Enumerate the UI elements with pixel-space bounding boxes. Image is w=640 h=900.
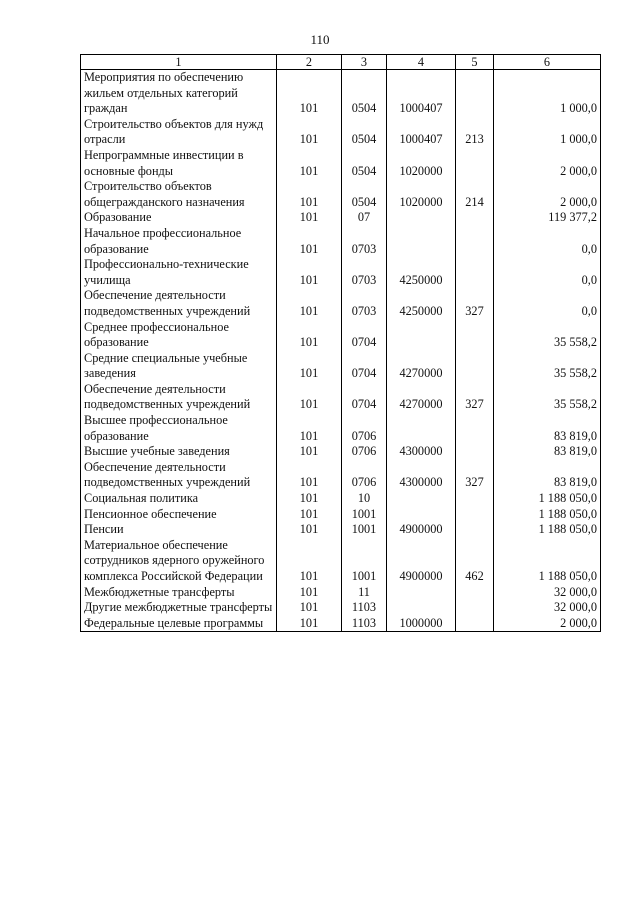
column-header: 5	[456, 55, 494, 70]
row-code-3-cell: 10	[342, 491, 387, 507]
row-name-cell: Межбюджетные трансферты	[81, 585, 277, 601]
row-name-cell: Пенсионное обеспечение	[81, 507, 277, 523]
row-name-cell: Средние специальные учебные заведения	[81, 351, 277, 382]
column-header: 6	[494, 55, 601, 70]
row-code-3-cell: 1001	[342, 507, 387, 523]
row-name-cell: Строительство объектов общегражданского назначения	[81, 179, 277, 210]
row-code-3-cell: 0706	[342, 460, 387, 491]
row-code-5-cell: 327	[456, 460, 494, 491]
row-code-5-cell	[456, 70, 494, 117]
row-code-2-cell: 101	[277, 616, 342, 632]
row-name-cell: Высшее профессиональное образование	[81, 413, 277, 444]
row-code-3-cell: 0704	[342, 351, 387, 382]
row-code-4-cell: 4250000	[387, 288, 456, 319]
row-code-2-cell: 101	[277, 70, 342, 117]
row-code-3-cell: 0704	[342, 320, 387, 351]
row-amount-cell: 35 558,2	[494, 382, 601, 413]
row-code-2-cell: 101	[277, 600, 342, 616]
row-code-4-cell: 1000000	[387, 616, 456, 632]
row-amount-cell: 32 000,0	[494, 585, 601, 601]
column-header: 1	[81, 55, 277, 70]
row-code-5-cell	[456, 351, 494, 382]
column-header: 4	[387, 55, 456, 70]
table-row	[81, 522, 601, 538]
row-code-2-cell: 101	[277, 538, 342, 585]
row-code-4-cell: 1000407	[387, 117, 456, 148]
row-name-cell: Мероприятия по обеспечению жильем отдельных категорий граждан	[81, 70, 277, 117]
row-code-2-cell: 101	[277, 382, 342, 413]
row-code-4-cell: 4300000	[387, 444, 456, 460]
row-code-4-cell: 1020000	[387, 148, 456, 179]
row-amount-cell: 1 188 050,0	[494, 507, 601, 523]
row-name-cell: Пенсии	[81, 522, 277, 538]
row-amount-cell: 2 000,0	[494, 148, 601, 179]
row-amount-cell: 1 188 050,0	[494, 522, 601, 538]
row-code-4-cell	[387, 491, 456, 507]
row-code-3-cell: 1001	[342, 522, 387, 538]
row-code-2-cell: 101	[277, 413, 342, 444]
row-name-cell: Материальное обеспечение сотрудников ядерного оружейного комплекса Российской Федерации	[81, 538, 277, 585]
row-code-5-cell	[456, 320, 494, 351]
row-name-cell: Высшие учебные заведения	[81, 444, 277, 460]
table-row	[81, 600, 601, 616]
row-code-3-cell: 0704	[342, 382, 387, 413]
row-name-cell: Обеспечение деятельности подведомственных учреждений	[81, 460, 277, 491]
row-code-2-cell: 101	[277, 148, 342, 179]
row-code-3-cell: 0706	[342, 444, 387, 460]
row-code-2-cell: 101	[277, 522, 342, 538]
row-code-4-cell: 4270000	[387, 351, 456, 382]
row-code-5-cell	[456, 600, 494, 616]
row-amount-cell: 1 188 050,0	[494, 491, 601, 507]
row-code-3-cell: 1103	[342, 600, 387, 616]
table-row	[81, 288, 601, 319]
row-code-4-cell	[387, 320, 456, 351]
row-code-5-cell: 214	[456, 179, 494, 210]
table-row	[81, 444, 601, 460]
row-code-3-cell: 0703	[342, 226, 387, 257]
row-code-3-cell: 1001	[342, 538, 387, 585]
table-row	[81, 210, 601, 226]
row-code-5-cell: 327	[456, 382, 494, 413]
row-amount-cell: 35 558,2	[494, 351, 601, 382]
row-code-2-cell: 101	[277, 460, 342, 491]
row-code-5-cell	[456, 148, 494, 179]
row-code-4-cell: 4900000	[387, 538, 456, 585]
row-code-2-cell: 101	[277, 288, 342, 319]
row-code-2-cell: 101	[277, 320, 342, 351]
column-header: 3	[342, 55, 387, 70]
row-name-cell: Среднее профессиональное образование	[81, 320, 277, 351]
row-code-5-cell	[456, 507, 494, 523]
row-code-4-cell	[387, 210, 456, 226]
row-code-4-cell: 4250000	[387, 257, 456, 288]
row-code-2-cell: 101	[277, 179, 342, 210]
row-code-4-cell	[387, 226, 456, 257]
table-row	[81, 382, 601, 413]
row-amount-cell: 35 558,2	[494, 320, 601, 351]
row-code-4-cell: 4270000	[387, 382, 456, 413]
row-amount-cell: 2 000,0	[494, 179, 601, 210]
row-code-5-cell: 462	[456, 538, 494, 585]
row-code-4-cell	[387, 585, 456, 601]
row-code-2-cell: 101	[277, 210, 342, 226]
row-code-5-cell	[456, 585, 494, 601]
row-name-cell: Обеспечение деятельности подведомственных учреждений	[81, 288, 277, 319]
row-amount-cell: 32 000,0	[494, 600, 601, 616]
row-code-4-cell: 1020000	[387, 179, 456, 210]
row-code-3-cell: 0703	[342, 257, 387, 288]
header-row	[81, 55, 601, 70]
table-row	[81, 585, 601, 601]
page-number: 110	[310, 32, 330, 47]
row-code-5-cell	[456, 522, 494, 538]
row-name-cell: Непрограммные инвестиции в основные фонды	[81, 148, 277, 179]
row-code-2-cell: 101	[277, 351, 342, 382]
row-code-4-cell	[387, 507, 456, 523]
row-amount-cell: 2 000,0	[494, 616, 601, 632]
row-code-2-cell: 101	[277, 117, 342, 148]
row-code-3-cell: 0504	[342, 148, 387, 179]
row-code-3-cell: 0504	[342, 117, 387, 148]
row-name-cell: Образование	[81, 210, 277, 226]
row-code-5-cell	[456, 210, 494, 226]
row-code-3-cell: 11	[342, 585, 387, 601]
row-code-5-cell: 327	[456, 288, 494, 319]
row-code-2-cell: 101	[277, 226, 342, 257]
row-code-5-cell	[456, 257, 494, 288]
row-code-5-cell	[456, 616, 494, 632]
row-name-cell: Федеральные целевые программы	[81, 616, 277, 632]
row-name-cell: Строительство объектов для нужд отрасли	[81, 117, 277, 148]
row-amount-cell: 1 188 050,0	[494, 538, 601, 585]
table-row	[81, 320, 601, 351]
table-row	[81, 507, 601, 523]
table-row	[81, 117, 601, 148]
row-amount-cell: 0,0	[494, 288, 601, 319]
table-row	[81, 226, 601, 257]
row-code-4-cell: 1000407	[387, 70, 456, 117]
row-code-3-cell: 0706	[342, 413, 387, 444]
row-name-cell: Другие межбюджетные трансферты	[81, 600, 277, 616]
row-code-2-cell: 101	[277, 585, 342, 601]
row-name-cell: Начальное профессиональное образование	[81, 226, 277, 257]
row-code-2-cell: 101	[277, 257, 342, 288]
row-code-3-cell: 1103	[342, 616, 387, 632]
row-code-5-cell	[456, 491, 494, 507]
table-row	[81, 179, 601, 210]
table-row	[81, 257, 601, 288]
row-amount-cell: 1 000,0	[494, 70, 601, 117]
row-name-cell: Профессионально-технические училища	[81, 257, 277, 288]
row-code-2-cell: 101	[277, 444, 342, 460]
row-code-3-cell: 07	[342, 210, 387, 226]
table-row	[81, 460, 601, 491]
row-code-4-cell	[387, 600, 456, 616]
table-row	[81, 413, 601, 444]
table-row	[81, 70, 601, 117]
row-amount-cell: 83 819,0	[494, 460, 601, 491]
row-amount-cell: 0,0	[494, 226, 601, 257]
row-code-3-cell: 0504	[342, 70, 387, 117]
row-code-4-cell	[387, 413, 456, 444]
row-code-3-cell: 0504	[342, 179, 387, 210]
table-row	[81, 616, 601, 632]
row-name-cell: Социальная политика	[81, 491, 277, 507]
row-code-5-cell	[456, 226, 494, 257]
row-amount-cell: 83 819,0	[494, 413, 601, 444]
row-amount-cell: 119 377,2	[494, 210, 601, 226]
row-code-5-cell: 213	[456, 117, 494, 148]
column-header: 2	[277, 55, 342, 70]
row-code-5-cell	[456, 444, 494, 460]
row-code-3-cell: 0703	[342, 288, 387, 319]
table-row	[81, 351, 601, 382]
row-amount-cell: 0,0	[494, 257, 601, 288]
table-row	[81, 538, 601, 585]
row-code-5-cell	[456, 413, 494, 444]
table-row	[81, 148, 601, 179]
row-code-4-cell: 4300000	[387, 460, 456, 491]
row-amount-cell: 1 000,0	[494, 117, 601, 148]
row-code-2-cell: 101	[277, 507, 342, 523]
row-name-cell: Обеспечение деятельности подведомственных учреждений	[81, 382, 277, 413]
row-amount-cell: 83 819,0	[494, 444, 601, 460]
table-body	[81, 70, 601, 632]
row-code-2-cell: 101	[277, 491, 342, 507]
budget-table	[80, 54, 601, 632]
table-row	[81, 491, 601, 507]
row-code-4-cell: 4900000	[387, 522, 456, 538]
